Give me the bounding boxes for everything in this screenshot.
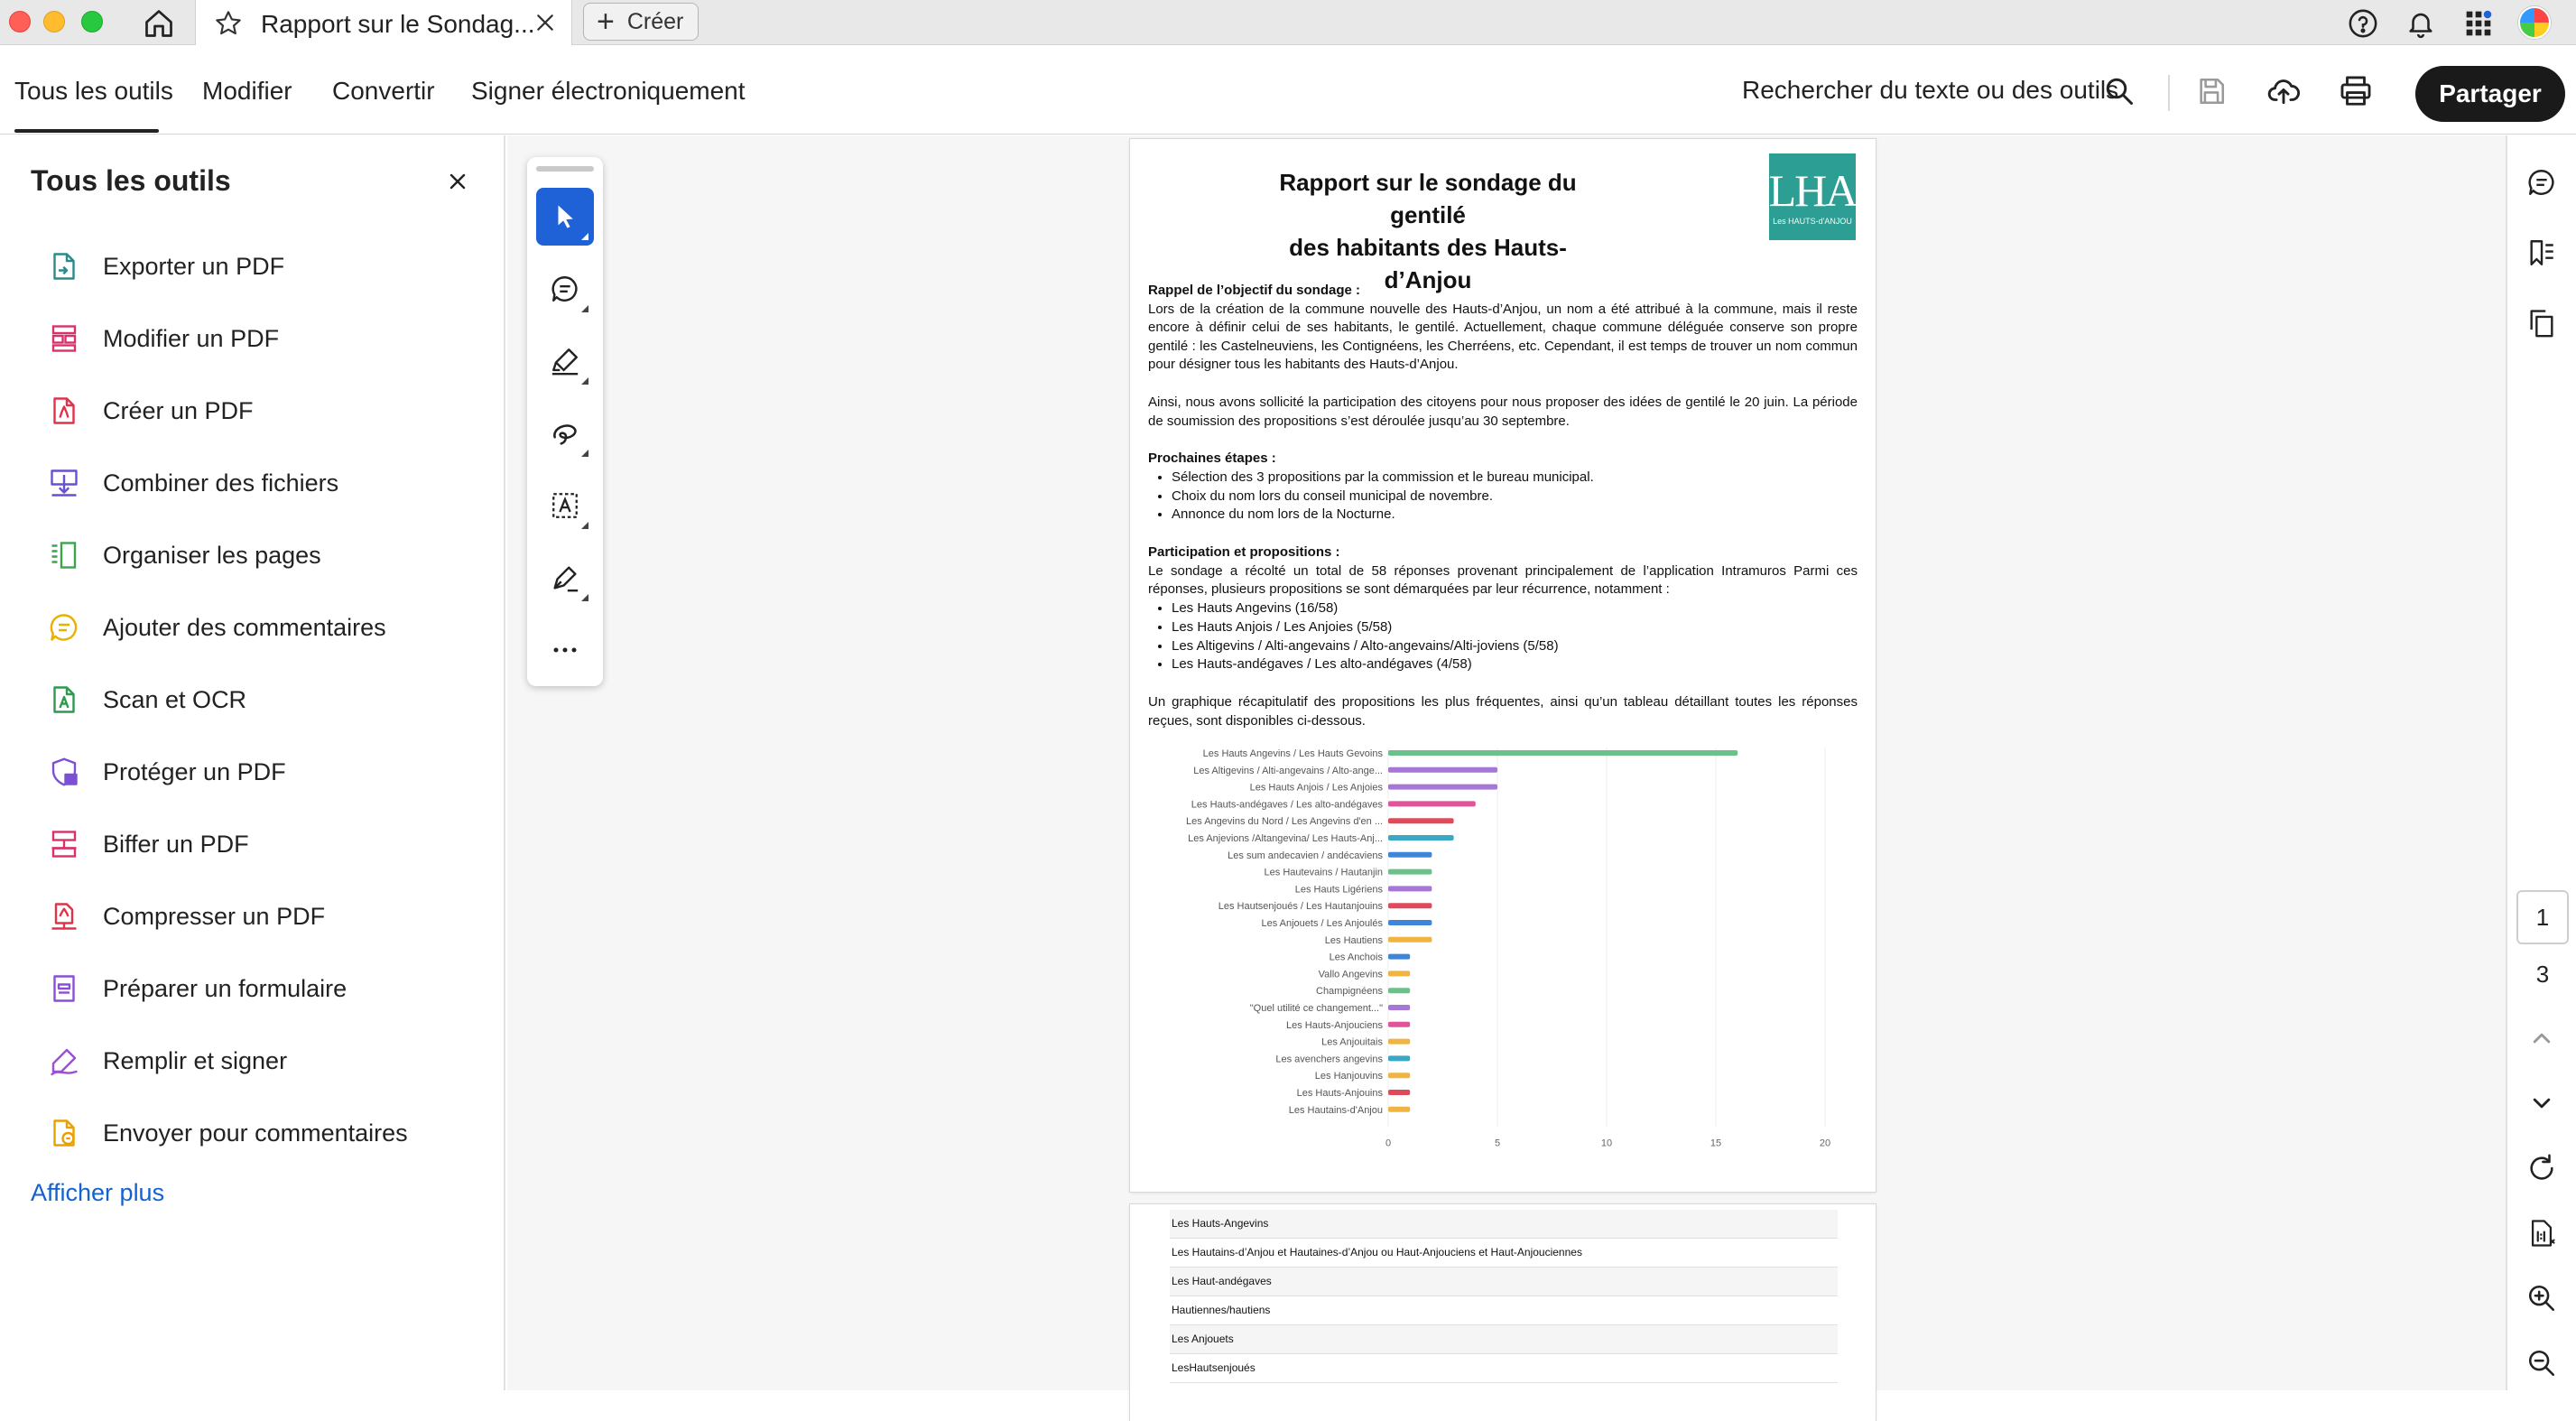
x-tick-label: 5 [1494, 1138, 1501, 1149]
bar [1388, 988, 1410, 993]
category-label: Les Hauts Anjois / Les Anjoies [1249, 782, 1383, 794]
tool-label: Organiser les pages [103, 541, 321, 569]
add-comment-tool-button[interactable] [536, 260, 594, 318]
table-row: Les Hautains-d’Anjou et Hautaines-d’Anjou ou Haut-Anjouciens et Haut-Anjouciennes [1170, 1239, 1838, 1268]
bookmarks-panel-button[interactable] [2520, 231, 2563, 274]
highlighter-icon [550, 346, 580, 376]
category-label: Les Altigevins / Alti-angevains / Alto-ange... [1193, 765, 1383, 776]
category-label: Les Hauts Ligériens [1294, 884, 1383, 896]
protect-pdf-icon [45, 753, 83, 791]
tool-label: Modifier un PDF [103, 324, 280, 352]
drag-handle[interactable] [536, 166, 594, 172]
quick-tools-toolbar [527, 157, 603, 686]
category-label: Champignéens [1316, 986, 1383, 998]
close-tab-button[interactable] [530, 7, 561, 38]
logo-subtitle: Les HAUTS-d'ANJOU [1773, 217, 1852, 226]
avatar[interactable] [2518, 6, 2551, 39]
pen-sign-icon [550, 562, 580, 593]
rotate-icon [2526, 1153, 2557, 1184]
zoom-in-button[interactable] [2520, 1277, 2563, 1320]
compress-pdf-icon [45, 897, 83, 935]
comment-list-icon [2526, 167, 2557, 198]
tool-label: Combiner des fichiers [103, 469, 339, 497]
help-icon [2348, 8, 2378, 39]
tab-e-sign[interactable]: Signer électroniquement [471, 77, 746, 105]
printer-icon [2339, 74, 2373, 108]
section-heading: Rappel de l’objectif du sondage : [1148, 283, 1361, 298]
more-tools-button[interactable] [536, 621, 594, 679]
add-text-tool-button[interactable] [536, 477, 594, 534]
category-label: Les Hanjouvins [1314, 1071, 1383, 1082]
paragraph: Lors de la création de la commune nouvelle des Hauts-d’Anjou, un nom a été attribué à la commune, mais il reste encore à définir celui de ses habitants, le gentilé. Actuellement, chaque commune déléguée conserve son propre gentilé : les Castelneuviens, les Contignéens, les Cherréens, etc. Cependant, il est temps de trouver un nom commun pour désigner tous les habitants des Hauts-d’Anjou. [1148, 301, 1858, 373]
tool-scan-ocr[interactable] [45, 677, 478, 722]
bar [1388, 937, 1432, 943]
create-label: Créer [626, 8, 684, 34]
next-steps-list [1172, 469, 1858, 525]
category-label: Les sum andecavien / andécaviens [1228, 850, 1383, 861]
paragraph: Ainsi, nous avons sollicité la participation des citoyens pour nous proposer des idées de gentilé le 20 juin. La période de soumission des propositions s’est déroulée jusqu’au 30 septembre. [1148, 394, 1858, 429]
comment-icon [45, 608, 83, 646]
comment-icon [550, 274, 580, 304]
tab-edit[interactable]: Modifier [202, 77, 292, 105]
tool-label: Ajouter des commentaires [103, 613, 386, 641]
table-row: Les Anjouets [1170, 1325, 1838, 1354]
sign-tool-button[interactable] [536, 549, 594, 607]
send-review-icon [45, 1114, 83, 1152]
bar [1388, 1055, 1410, 1061]
show-more-link[interactable]: Afficher plus [31, 1179, 165, 1206]
bar [1388, 835, 1454, 841]
document-tab[interactable] [195, 0, 572, 45]
paragraph: Un graphique récapitulatif des propositions les plus fréquentes, ainsi qu’un tableau détaillant toutes les réponses reçues, sont disponibles ci-dessous. [1148, 694, 1858, 729]
bar [1388, 1073, 1410, 1078]
tool-redact-pdf[interactable] [45, 822, 478, 867]
actual-size-icon [2526, 1218, 2557, 1249]
list-item: • Sélection des 3 propositions par la commission et le bureau municipal. [1172, 469, 1858, 488]
category-label: Les Hautiens [1324, 934, 1383, 946]
text-box-icon [550, 490, 580, 521]
fill-sign-icon [45, 1042, 83, 1080]
category-label: Les Anjouets / Les Anjoulés [1261, 918, 1383, 929]
list-item: • Les Hauts-andégaves / Les alto-andégaves (4/58) [1172, 655, 1858, 674]
close-icon [449, 172, 467, 190]
create-pdf-icon [45, 392, 83, 430]
right-rail [2506, 135, 2576, 1390]
home-button[interactable] [137, 5, 181, 42]
help-button[interactable] [2345, 5, 2381, 42]
combine-files-icon [45, 464, 83, 502]
create-button[interactable] [583, 3, 699, 41]
bar [1388, 852, 1432, 858]
bar [1388, 1022, 1410, 1027]
cursor-icon [551, 203, 579, 230]
cloud-upload-icon [2266, 74, 2301, 108]
close-panel-button[interactable] [442, 166, 473, 197]
category-label: Les Anjevions /Altangevina/ Les Hauts-Anj... [1188, 833, 1383, 844]
chevron-up-icon [2530, 1026, 2553, 1050]
scan-ocr-icon [45, 681, 83, 719]
tool-create-pdf[interactable] [45, 388, 478, 433]
tool-label: Préparer un formulaire [103, 974, 347, 1002]
tool-label: Exporter un PDF [103, 252, 285, 280]
tool-combine-files[interactable] [45, 460, 478, 506]
tool-export-pdf[interactable] [45, 244, 478, 289]
save-icon [2196, 76, 2227, 107]
tool-compress-pdf[interactable] [45, 894, 478, 939]
document-title-line-2: des habitants des Hauts-d’Anjou [1289, 234, 1567, 293]
bar [1388, 785, 1497, 790]
export-pdf-icon [45, 247, 83, 285]
tool-label: Scan et OCR [103, 685, 247, 713]
x-tick-label: 20 [1819, 1138, 1831, 1149]
list-item: • Les Altigevins / Alti-angevains / Alto-angevains/Alti-joviens (5/58) [1172, 637, 1858, 656]
section-heading: Participation et propositions : [1148, 544, 1340, 561]
rotate-button[interactable] [2520, 1147, 2563, 1190]
list-item: • Choix du nom lors du conseil municipal de novembre. [1172, 488, 1858, 506]
all-tools-panel [0, 135, 505, 1390]
list-item: • Les Hauts Angevins (16/58) [1172, 599, 1858, 618]
tool-label: Compresser un PDF [103, 902, 326, 930]
close-window-button[interactable] [9, 11, 31, 33]
organize-pages-icon [45, 536, 83, 574]
category-label: Les Hauts Angevins / Les Hauts Gevoins [1202, 748, 1383, 759]
tool-protect-pdf[interactable] [45, 749, 478, 794]
x-tick-label: 10 [1600, 1138, 1613, 1149]
bar [1388, 869, 1432, 875]
tool-label: Biffer un PDF [103, 830, 249, 858]
home-icon [143, 7, 175, 40]
copy-pages-icon [2526, 308, 2557, 339]
category-label: Les Hautains-d'Anjou [1288, 1104, 1383, 1116]
bar [1388, 1107, 1410, 1112]
title-bar [0, 0, 2576, 45]
notifications-button[interactable] [2403, 5, 2439, 42]
apps-button[interactable] [2460, 5, 2497, 42]
bar [1388, 954, 1410, 960]
zoom-out-button[interactable] [2520, 1342, 2563, 1385]
table-row: Hautiennes/hautiens [1170, 1296, 1838, 1325]
category-label: Les Hauts-Anjouins [1296, 1088, 1383, 1099]
previous-page-button[interactable] [2520, 1017, 2563, 1060]
search-tools-label[interactable]: Rechercher du texte ou des outils [1742, 76, 2119, 104]
document-body [1148, 282, 1858, 749]
search-icon [2103, 75, 2136, 107]
tool-label: Protéger un PDF [103, 757, 286, 785]
tool-label: Remplir et signer [103, 1046, 288, 1074]
pdf-page-1[interactable] [1130, 139, 1876, 1192]
menu-bar [0, 46, 2576, 135]
highlight-tool-button[interactable] [536, 332, 594, 390]
tool-organize-pages[interactable] [45, 533, 478, 578]
current-page-input[interactable]: 1 [2516, 890, 2569, 944]
category-label: Les Angevins du Nord / Les Angevins d'en ... [1186, 816, 1383, 828]
share-button[interactable]: Partager [2415, 66, 2565, 122]
close-icon [535, 13, 555, 33]
fit-page-button[interactable] [2520, 1212, 2563, 1255]
tool-prepare-form[interactable] [45, 966, 478, 1011]
bar [1388, 886, 1432, 891]
apps-grid-icon [2464, 9, 2493, 38]
bar [1388, 767, 1497, 773]
bar [1388, 750, 1737, 756]
category-label: Les Hautevains / Hautanjin [1264, 867, 1383, 878]
freehand-icon [550, 418, 580, 449]
x-tick-label: 0 [1385, 1138, 1392, 1149]
bar [1388, 1090, 1410, 1095]
table-row: Les Haut-andégaves [1170, 1268, 1838, 1296]
toolbar-divider [2168, 75, 2170, 111]
prepare-form-icon [45, 970, 83, 1008]
zoom-out-icon [2526, 1348, 2557, 1379]
bar [1388, 1005, 1410, 1010]
tool-label: Envoyer pour commentaires [103, 1119, 408, 1147]
category-label: Les Anjouitais [1321, 1036, 1383, 1048]
section-heading: Prochaines étapes : [1148, 450, 1276, 467]
tool-label: Créer un PDF [103, 396, 254, 424]
tool-add-comments[interactable] [45, 605, 478, 650]
bookmark-icon [2526, 237, 2557, 268]
tab-convert[interactable]: Convertir [332, 77, 435, 105]
plus-icon: + [597, 5, 615, 39]
redact-pdf-icon [45, 825, 83, 863]
bar [1388, 920, 1432, 925]
bar [1388, 801, 1476, 806]
category-label: Les Hauts-Anjouciens [1285, 1019, 1383, 1031]
proposals-bar-chart [1148, 742, 1852, 1149]
bar [1388, 903, 1432, 908]
bar [1388, 1039, 1410, 1045]
search-button[interactable] [2098, 70, 2141, 113]
bar [1388, 818, 1454, 823]
document-title-line-1: Rapport sur le sondage du gentilé [1279, 169, 1577, 228]
category-label: Les Anchois [1329, 952, 1383, 963]
category-label: Vallo Angevins [1318, 969, 1383, 980]
print-button[interactable] [2334, 70, 2377, 113]
document-title [1265, 166, 1590, 296]
minimize-window-button[interactable] [43, 11, 65, 33]
star-icon[interactable] [214, 9, 243, 42]
tool-send-review[interactable] [45, 1110, 478, 1156]
hauts-d-anjou-logo [1769, 153, 1856, 240]
tool-fill-sign[interactable] [45, 1038, 478, 1083]
top-proposals-list [1172, 599, 1858, 674]
panel-title: Tous les outils [31, 164, 231, 197]
tool-edit-pdf[interactable] [45, 316, 478, 361]
draw-tool-button[interactable] [536, 404, 594, 462]
table-row: LesHautsenjoués [1170, 1354, 1838, 1383]
page-thumbnails-button[interactable] [2520, 302, 2563, 345]
upload-cloud-button[interactable] [2262, 70, 2305, 113]
more-icon [550, 645, 580, 655]
select-tool-button[interactable] [536, 188, 594, 246]
list-item: • Les Hauts Anjois / Les Anjoies (5/58) [1172, 618, 1858, 637]
bell-icon [2405, 8, 2436, 39]
table-row: Les Hauts-Angevins [1170, 1210, 1838, 1239]
category-label: Les Hautsenjoués / Les Hautanjouins [1218, 901, 1383, 913]
category-label: "Quel utilité ce changement..." [1249, 1003, 1383, 1014]
category-label: Les Hauts-andégaves / Les alto-andégaves [1191, 799, 1383, 811]
tab-all-tools[interactable]: Tous les outils [14, 77, 173, 105]
zoom-window-button[interactable] [81, 11, 103, 33]
active-tab-indicator [14, 129, 159, 133]
pdf-page-2[interactable] [1130, 1204, 1876, 1421]
comments-panel-button[interactable] [2520, 161, 2563, 204]
total-pages: 3 [2535, 960, 2550, 988]
next-page-button[interactable] [2520, 1082, 2563, 1125]
paragraph: Le sondage a récolté un total de 58 réponses provenant principalement de l’application Intramuros Parmi ces réponses, plusieurs propositions se sont démarquées par leur récurrence, notamment : [1148, 562, 1858, 598]
logo-mark: LHA [1768, 165, 1857, 216]
x-tick-label: 15 [1710, 1138, 1722, 1149]
list-item: • Annonce du nom lors de la Nocturne. [1172, 506, 1858, 525]
edit-pdf-icon [45, 320, 83, 358]
category-label: Les avenchers angevins [1275, 1054, 1383, 1065]
save-button[interactable] [2190, 70, 2233, 113]
tab-title: Rapport sur le Sondag... [261, 10, 535, 38]
zoom-in-icon [2526, 1283, 2557, 1314]
chevron-down-icon [2530, 1091, 2553, 1115]
bar [1388, 971, 1410, 976]
